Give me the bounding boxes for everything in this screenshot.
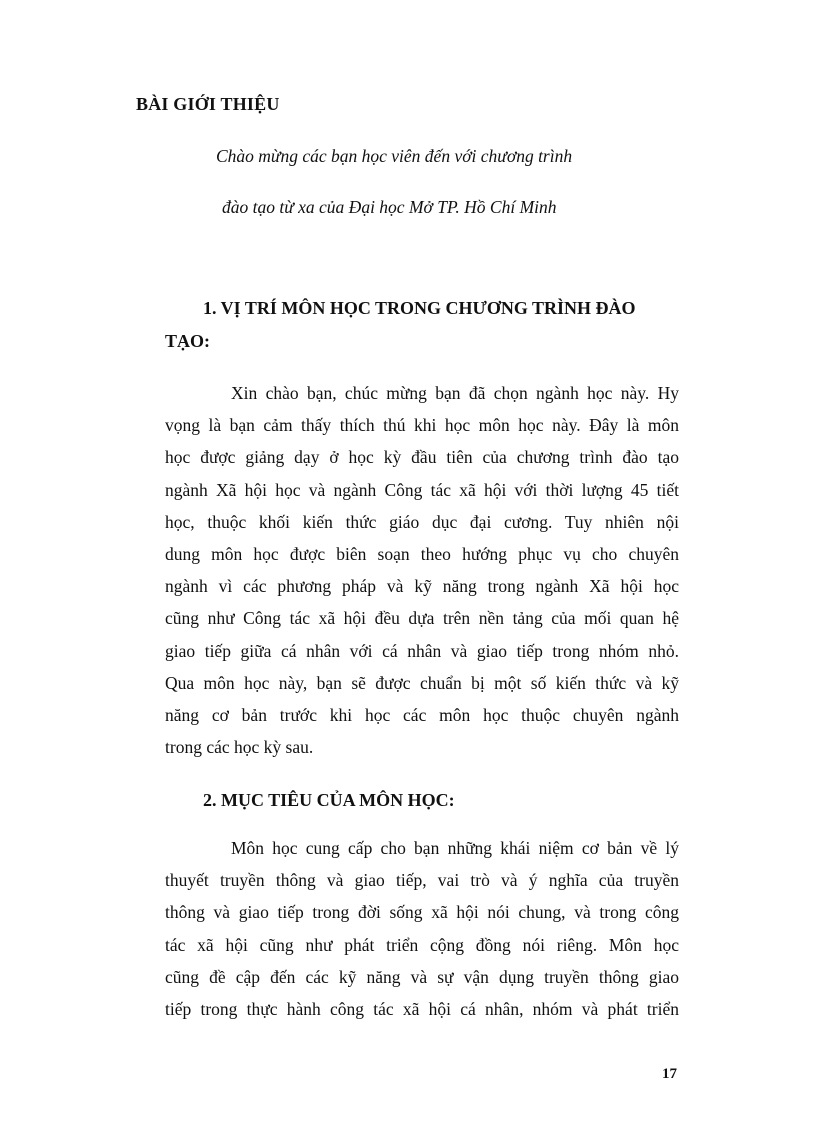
paragraph-line: tiếp trong thực hành công tác xã hội cá nhân, nhóm và phát triển <box>165 998 679 1019</box>
paragraph-line: thuyết truyền thông và giao tiếp, vai trò và ý nghĩa của truyền <box>165 870 679 891</box>
intro-line: đào tạo từ xa của Đại học Mở TP. Hồ Chí Minh <box>222 197 557 217</box>
intro-line: Chào mừng các bạn học viên đến với chương trình <box>216 146 573 166</box>
paragraph-line: trong các học kỳ sau. <box>165 737 314 758</box>
paragraph-line: học, thuộc khối kiến thức giáo dục đại cương. Tuy nhiên nội <box>165 511 679 532</box>
paragraph-line: Qua môn học này, bạn sẽ được chuẩn bị một số kiến thức và kỹ <box>165 672 679 693</box>
section-2-heading: 2. MỤC TIÊU CỦA MÔN HỌC: <box>203 790 455 810</box>
paragraph-line: năng cơ bản trước khi học các môn học thuộc chuyên ngành <box>165 704 679 725</box>
section-1-heading: 1. VỊ TRÍ MÔN HỌC TRONG CHƯƠNG TRÌNH ĐÀO <box>203 298 636 318</box>
paragraph-line: cũng như Công tác xã hội đều dựa trên nền tảng của mối quan hệ <box>165 608 679 629</box>
section-1-heading-continued: TẠO: <box>165 331 210 351</box>
section-1-paragraph <box>165 382 679 768</box>
paragraph-line: ngành vì các phương pháp và kỹ năng trong ngành Xã hội học <box>165 576 679 597</box>
paragraph-line: tác xã hội cũng như phát triển cộng đồng nói riêng. Môn học <box>165 934 679 955</box>
section-2-paragraph <box>165 837 679 1030</box>
paragraph-line: Môn học cung cấp cho bạn những khái niệm cơ bản về lý <box>231 838 679 858</box>
paragraph-line: ngành Xã hội học và ngành Công tác xã hội với thời lượng 45 tiết <box>165 479 679 500</box>
paragraph-line: vọng là bạn cảm thấy thích thú khi học môn học này. Đây là môn <box>165 415 679 436</box>
paragraph-line: cũng đề cập đến các kỹ năng và sự vận dụng truyền thông giao <box>165 966 679 987</box>
paragraph-line: Xin chào bạn, chúc mừng bạn đã chọn ngành học này. Hy <box>231 383 679 403</box>
paragraph-line: học được giảng dạy ở học kỳ đầu tiên của chương trình đào tạo <box>165 447 679 468</box>
paragraph-line: thông và giao tiếp trong đời sống xã hội nói chung, và trong công <box>165 902 679 923</box>
paragraph-line: giao tiếp giữa cá nhân với cá nhân và giao tiếp trong nhóm nhỏ. <box>165 640 679 661</box>
paragraph-line: dung môn học được biên soạn theo hướng phục vụ cho chuyên <box>165 543 679 564</box>
page-number: 17 <box>662 1066 677 1082</box>
page-title: BÀI GIỚI THIỆU <box>136 94 280 114</box>
